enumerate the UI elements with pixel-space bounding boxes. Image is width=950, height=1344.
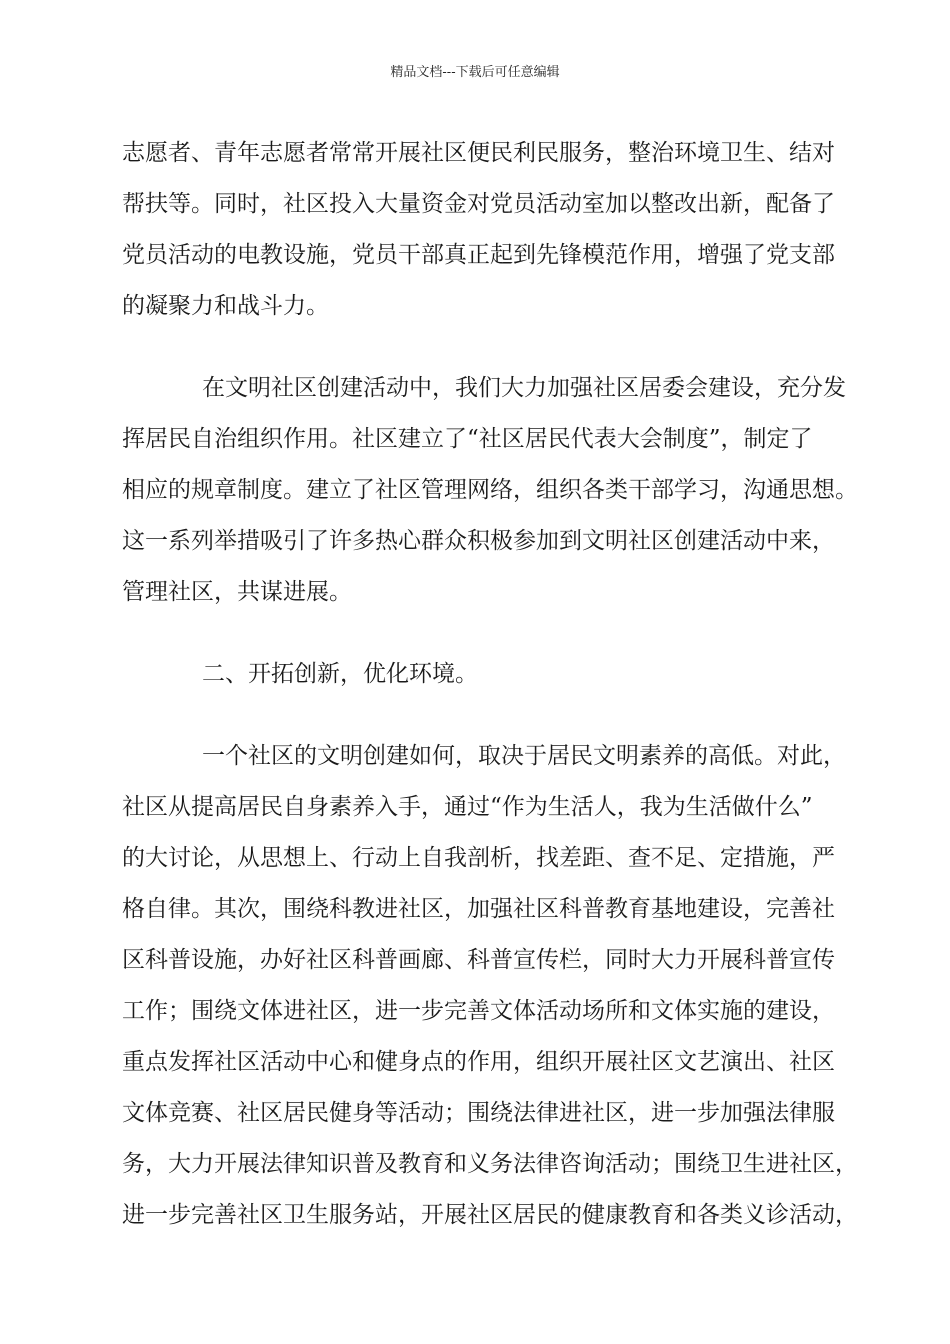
paragraph-volunteer-services (122, 128, 835, 332)
paragraph-line: 的凝聚力和战斗力。 (122, 293, 329, 319)
paragraph-line: 在文明社区创建活动中，我们大力加强社区居委会建设，充分发 (202, 375, 846, 401)
paragraph-line: 这一系列举措吸引了许多热心群众积极参加到文明社区创建活动中来， (122, 528, 835, 554)
section-heading (122, 649, 832, 700)
paragraph-line: 重点发挥社区活动中心和健身点的作用，组织开展社区文艺演出、社区 (122, 1049, 835, 1075)
paragraph-spacing (122, 332, 832, 363)
paragraph-line: 进一步完善社区卫生服务站，开展社区居民的健康教育和各类义诊活动， (122, 1202, 858, 1228)
paragraph-line: 社区从提高居民自身素养入手，通过“作为生活人，我为生活做什么” (122, 794, 813, 820)
paragraph-line: 一个社区的文明创建如何，取决于居民文明素养的高低。对此， (202, 743, 846, 769)
paragraph-residents-committee (122, 363, 858, 618)
page-header: 精品文档---下载后可任意编辑 (390, 65, 560, 80)
paragraph-line: 相应的规章制度。建立了社区管理网络，组织各类干部学习，沟通思想。 (122, 477, 858, 503)
paragraph-civilization-building (122, 731, 858, 1241)
paragraph-line: 格自律。其次，围绕科教进社区，加强社区科普教育基地建设，完善社 (122, 896, 835, 922)
paragraph-line: 的大讨论，从思想上、行动上自我剖析，找差距、查不足、定措施，严 (122, 845, 835, 871)
paragraph-line: 挥居民自治组织作用。社区建立了“社区居民代表大会制度”，制定了 (122, 426, 813, 452)
paragraph-line: 帮扶等。同时，社区投入大量资金对党员活动室加以整改出新，配备了 (122, 191, 835, 217)
paragraph-line: 文体竞赛、社区居民健身等活动；围绕法律进社区，进一步加强法律服 (122, 1100, 835, 1126)
paragraph-spacing (122, 700, 832, 731)
paragraph-line: 工作；围绕文体进社区，进一步完善文体活动场所和文体实施的建设， (122, 998, 835, 1024)
paragraph-line: 务，大力开展法律知识普及教育和义务法律咨询活动；围绕卫生进社区， (122, 1151, 858, 1177)
section-heading-text: 二、开拓创新，优化环境。 (202, 661, 478, 687)
paragraph-spacing (122, 618, 832, 649)
paragraph-line: 志愿者、青年志愿者常常开展社区便民利民服务，整治环境卫生、结对 (122, 140, 835, 166)
paragraph-line: 区科普设施，办好社区科普画廊、科普宣传栏，同时大力开展科普宣传 (122, 947, 835, 973)
document-body (122, 128, 858, 1241)
paragraph-line: 管理社区，共谋进展。 (122, 579, 352, 605)
paragraph-line: 党员活动的电教设施，党员干部真正起到先锋模范作用，增强了党支部 (122, 242, 835, 268)
